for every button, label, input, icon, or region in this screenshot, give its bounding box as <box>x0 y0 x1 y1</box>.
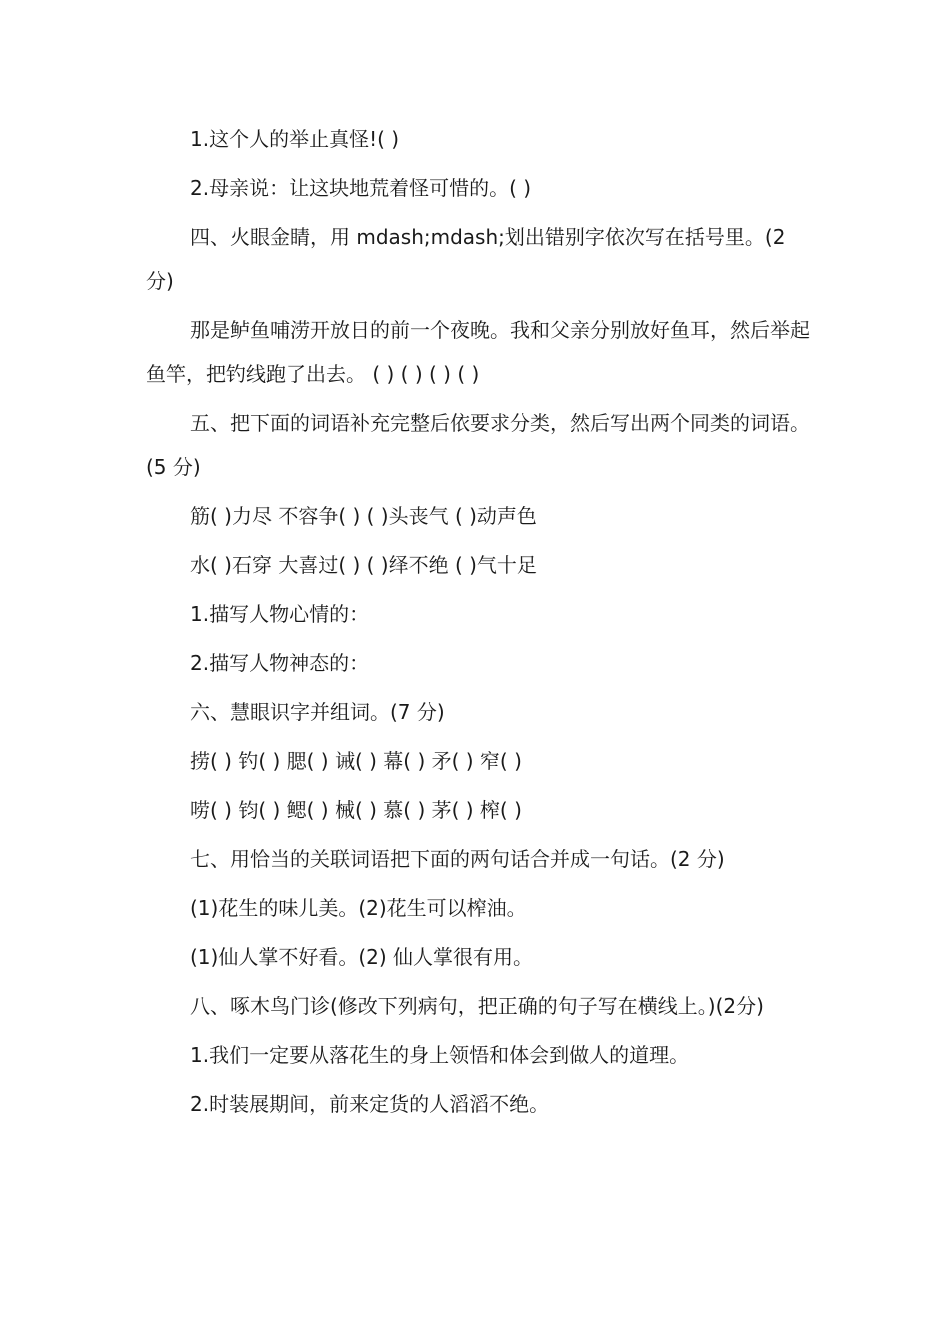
section-5-words-row-1: 筋( )力尽 不容争( ) ( )头丧气 ( )动声色 <box>190 504 537 528</box>
section-6-heading: 六、慧眼识字并组词。(7 分) <box>190 700 445 724</box>
section-8-heading: 八、啄木鸟门诊(修改下列病句，把正确的句子写在横线上。)(2分) <box>190 994 764 1018</box>
item-1-question: 1.这个人的举止真怪!( ) <box>190 127 400 151</box>
section-6-chars-row-2: 唠( ) 钧( ) 鳃( ) 械( ) 慕( ) 茅( ) 榨( ) <box>190 798 522 822</box>
section-8-sentence-1: 1.我们一定要从落花生的身上领悟和体会到做人的道理。 <box>190 1043 690 1067</box>
section-6-chars-row-1: 捞( ) 钓( ) 腮( ) 诫( ) 幕( ) 矛( ) 窄( ) <box>190 749 522 773</box>
item-2-question: 2.母亲说：让这块地荒着怪可惜的。( ) <box>190 176 532 200</box>
section-5-words-row-2: 水( )石穿 大喜过( ) ( )绎不绝 ( )气十足 <box>190 553 537 577</box>
section-7-sentence-1: (1)花生的味儿美。(2)花生可以榨油。 <box>190 896 527 920</box>
section-8-sentence-2: 2.时装展期间，前来定货的人滔滔不绝。 <box>190 1092 550 1116</box>
section-7-heading: 七、用恰当的关联词语把下面的两句话合并成一句话。(2 分) <box>190 847 725 871</box>
document-body <box>146 117 810 1131</box>
section-4-passage: 那是鲈鱼哺涝开放日的前一个夜晚。我和父亲分别放好鱼耳，然后举起鱼竿，把钓线跑了出去。 ( ) ( ) ( ) ( ) <box>146 318 810 386</box>
section-5-heading: 五、把下面的词语补充完整后依要求分类，然后写出两个同类的词语。(5 分) <box>146 411 810 479</box>
section-4-heading: 四、火眼金睛，用 mdash;mdash;划出错别字依次写在括号里。(2分) <box>146 225 786 293</box>
section-5-mood-prompt: 1.描写人物心情的： <box>190 602 370 626</box>
section-5-expression-prompt: 2.描写人物神态的： <box>190 651 370 675</box>
section-7-sentence-2: (1)仙人掌不好看。(2) 仙人掌很有用。 <box>190 945 534 969</box>
